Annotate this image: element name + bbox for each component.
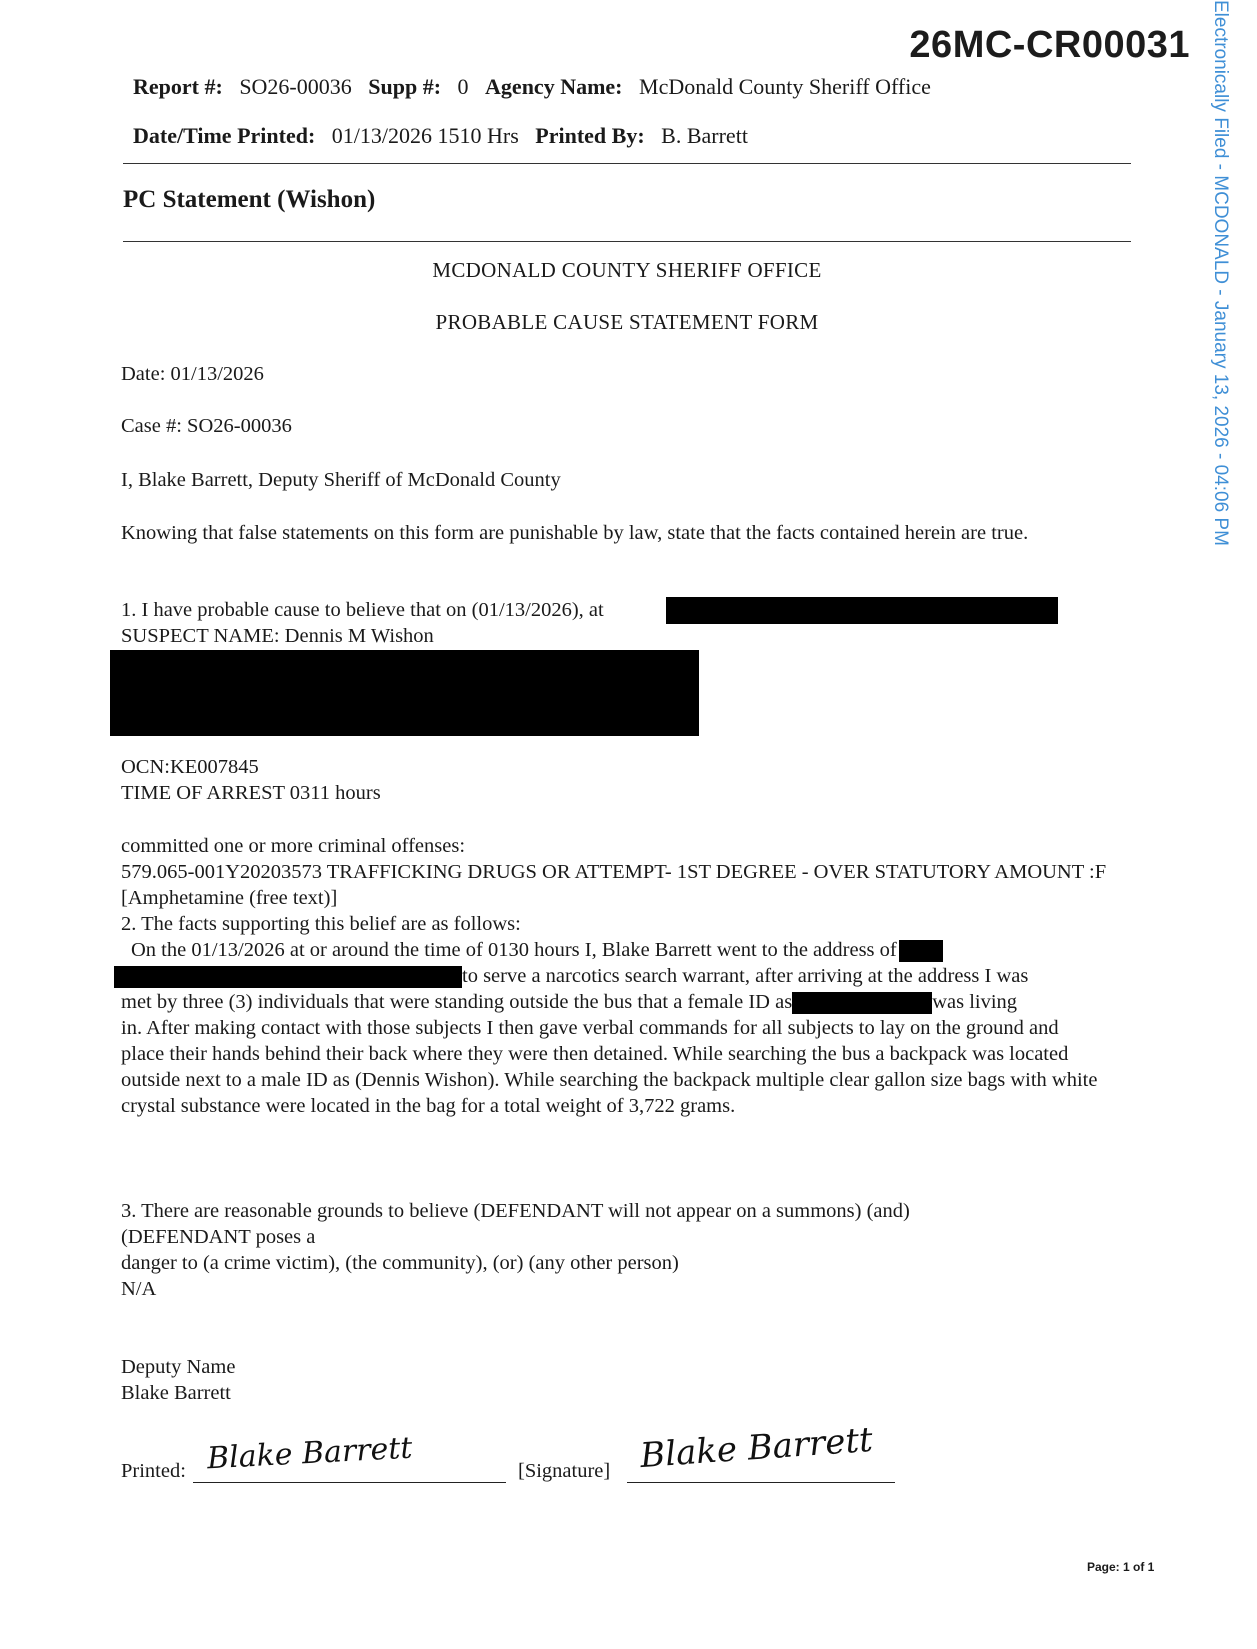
printed-label: Printed: [121, 1460, 186, 1482]
report-number-value: SO26-00036 [239, 74, 352, 99]
case-line: Case #: SO26-00036 [121, 415, 292, 437]
date-printed-value: 01/13/2026 1510 Hrs [331, 123, 519, 148]
ocn-line: OCN:KE007845 [121, 756, 259, 778]
suspect-name: SUSPECT NAME: Dennis M Wishon [121, 625, 434, 647]
section3-line1: 3. There are reasonable grounds to believe (DEFENDANT will not appear on a summons) (and) [121, 1200, 910, 1222]
agency-name-value: McDonald County Sheriff Office [639, 74, 931, 99]
deputy-name: Blake Barrett [121, 1382, 231, 1404]
print-info-row [133, 123, 748, 149]
header-divider-bottom [123, 241, 1131, 242]
facts-line-3 [121, 989, 1017, 1015]
date-printed-label: Date/Time Printed: [133, 123, 316, 148]
offense-description: 579.065-001Y20203573 TRAFFICKING DRUGS OR ATTEMPT- 1ST DEGREE - OVER STATUTORY AMOUNT :F [Amphetamine (free text)] [121, 861, 1107, 909]
section1-line: 1. I have probable cause to believe that on (01/13/2026), at [121, 599, 604, 621]
oath-paragraph: Knowing that false statements on this form are punishable by law, state that the facts contained herein are true. [121, 522, 1029, 544]
redaction-suspect-details [110, 650, 699, 736]
section3-line2: (DEFENDANT poses a [121, 1226, 316, 1248]
header-divider-top [123, 163, 1131, 164]
facts-paragraph: in. After making contact with those subjects I then gave verbal commands for all subjects to lay on the ground and place their hands behind their back where they were then detained. While searching the bus a backpack was located outside next to a male ID as (Dennis Wishon). While searching the backpack multiple clear gallon size bags with white crystal substance were located in the bag for a total weight of 3,722 grams. [121, 1017, 1098, 1117]
office-heading: MCDONALD COUNTY SHERIFF OFFICE [432, 258, 822, 282]
case-number: 26MC-CR00031 [909, 24, 1190, 66]
signature-handwriting: Blake Barrett [638, 1419, 874, 1477]
deputy-name-label: Deputy Name [121, 1356, 236, 1378]
signature-label: [Signature] [518, 1460, 611, 1482]
section3-na: N/A [121, 1278, 157, 1300]
report-header-row [133, 74, 931, 100]
section2-heading: 2. The facts supporting this belief are as follows: [121, 913, 521, 935]
offenses-intro: committed one or more criminal offenses: [121, 835, 466, 857]
printed-by-label: Printed By: [535, 123, 645, 148]
arrest-time-line: TIME OF ARREST 0311 hours [121, 782, 381, 804]
supp-number-value: 0 [457, 74, 469, 99]
date-line: Date: 01/13/2026 [121, 363, 264, 385]
form-heading: PROBABLE CAUSE STATEMENT FORM [435, 310, 819, 334]
facts-line-2 [114, 963, 1028, 989]
facts-text-2: to serve a narcotics search warrant, after arriving at the address I was [462, 965, 1029, 987]
signature-line [627, 1482, 895, 1483]
printed-name-handwriting: Blake Barrett [206, 1430, 414, 1477]
facts-text-1: On the 01/13/2026 at or around the time of 0130 hours I, Blake Barrett went to the address of [131, 939, 897, 961]
redaction-address [899, 940, 943, 962]
report-number-label: Report #: [133, 74, 223, 99]
page-title: PC Statement (Wishon) [123, 186, 376, 213]
printed-by-value: B. Barrett [661, 123, 748, 148]
printed-name-line [193, 1482, 506, 1483]
facts-line-1 [131, 937, 943, 963]
redaction-female-name [792, 992, 932, 1014]
facts-text-4: was living [932, 991, 1018, 1013]
redaction-address-cont [114, 966, 462, 988]
redaction-location [666, 597, 1058, 624]
officer-line: I, Blake Barrett, Deputy Sheriff of McDonald County [121, 469, 561, 491]
agency-name-label: Agency Name: [485, 74, 623, 99]
facts-text-3: met by three (3) individuals that were standing outside the bus that a female ID as [121, 991, 793, 1013]
electronic-filing-stamp: Electronically Filed - MCDONALD - January 13, 2026 - 04:06 PM [1210, 0, 1231, 546]
supp-number-label: Supp #: [368, 74, 442, 99]
page-number: Page: 1 of 1 [1087, 1560, 1155, 1574]
section3-line3: danger to (a crime victim), (the community), (or) (any other person) [121, 1252, 679, 1274]
